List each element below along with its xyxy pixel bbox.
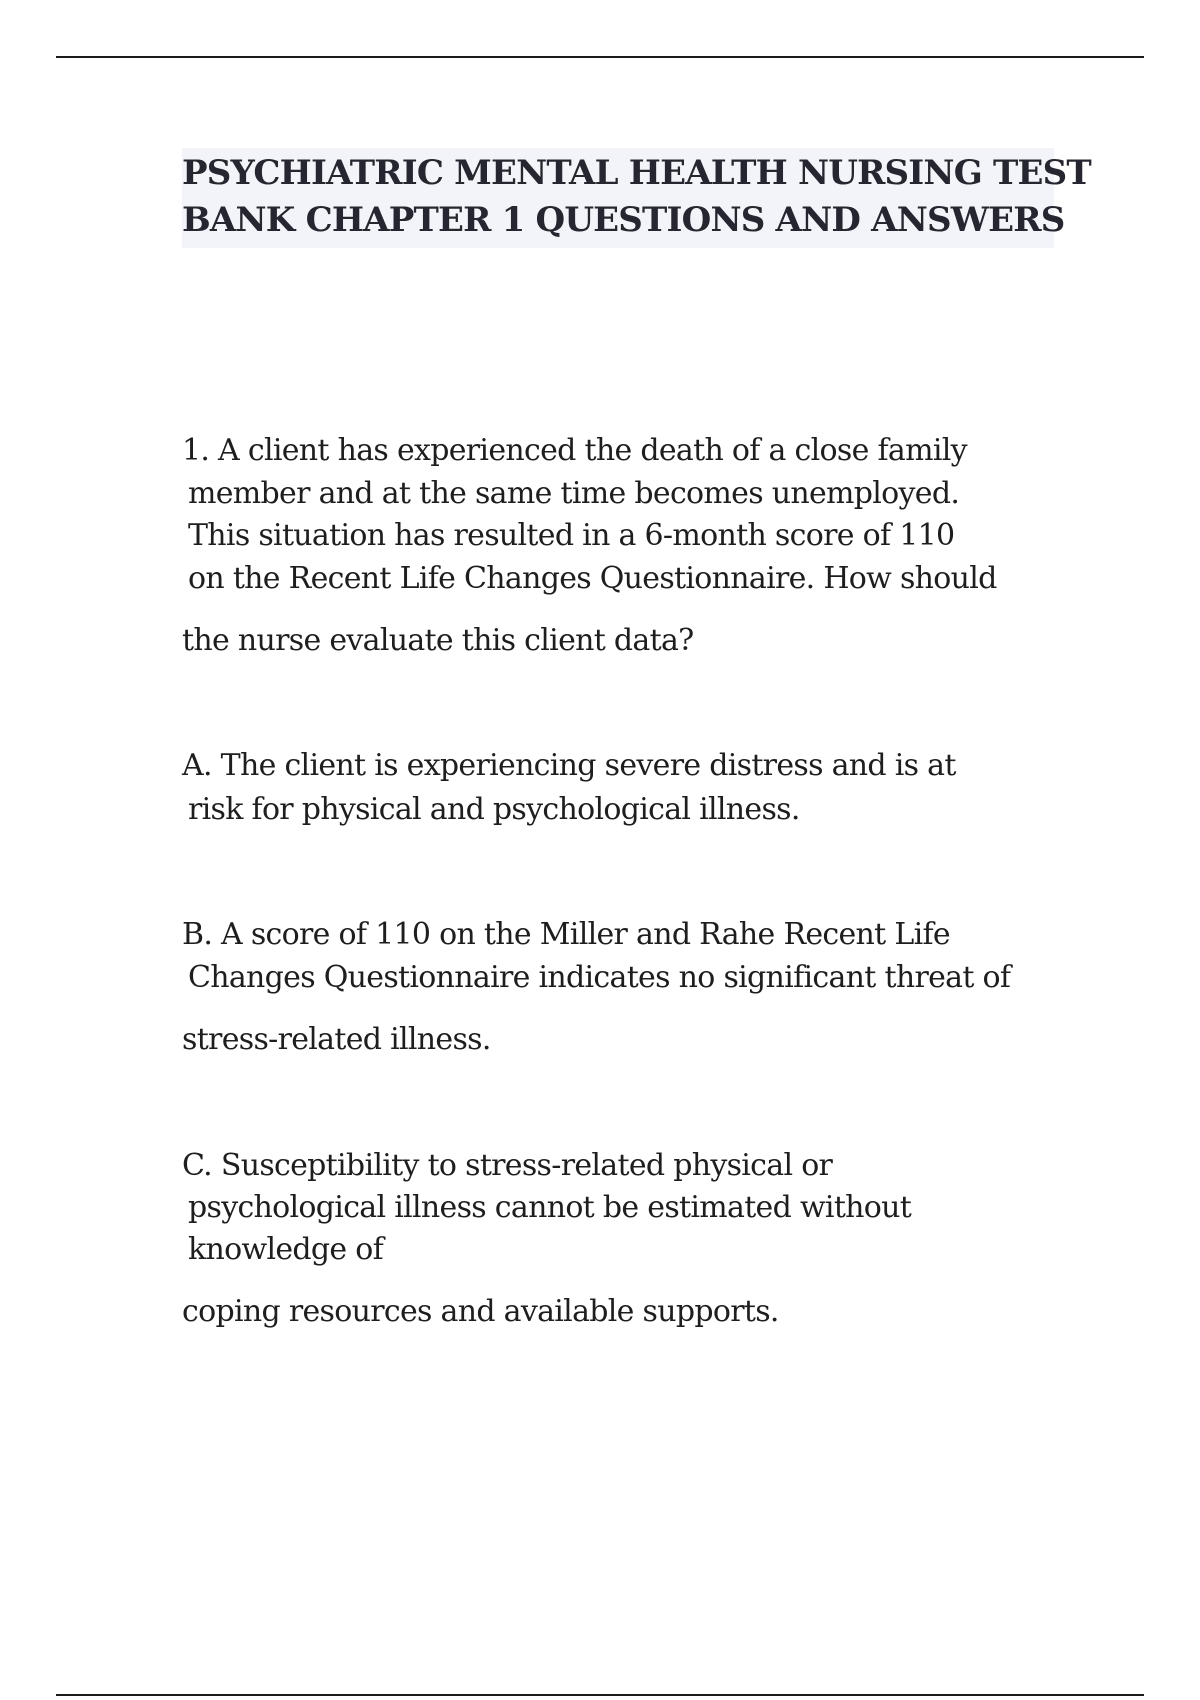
option-c-line-1: C. Susceptibility to stress-related physical or xyxy=(182,1148,833,1183)
option-c-continuation: coping resources and available supports. xyxy=(182,1294,779,1329)
option-a-line-1: A. The client is experiencing severe distress and is at xyxy=(182,748,956,783)
question-stem-line-4: on the Recent Life Changes Questionnaire. How should xyxy=(188,561,997,596)
bottom-rule xyxy=(56,1694,1144,1696)
option-c-line-3: knowledge of xyxy=(188,1232,384,1267)
question-stem-continuation: the nurse evaluate this client data? xyxy=(182,623,694,658)
option-b-line-2: Changes Questionnaire indicates no significant threat of xyxy=(188,960,1011,995)
option-b-continuation: stress-related illness. xyxy=(182,1022,491,1057)
question-stem-line-2: member and at the same time becomes unemployed. xyxy=(188,476,960,511)
page-title xyxy=(182,148,1091,248)
option-a-line-2: risk for physical and psychological illness. xyxy=(188,792,800,827)
option-c-line-2: psychological illness cannot be estimated without xyxy=(188,1190,912,1225)
top-rule xyxy=(56,56,1144,58)
option-b-line-1: B. A score of 110 on the Miller and Rahe Recent Life xyxy=(182,917,950,952)
title-line-1: PSYCHIATRIC MENTAL HEALTH NURSING TEST xyxy=(182,153,1091,193)
title-line-2: BANK CHAPTER 1 QUESTIONS AND ANSWERS xyxy=(182,200,1065,240)
question-stem-line-1: 1. A client has experienced the death of a close family xyxy=(182,433,967,468)
question-stem-line-3: This situation has resulted in a 6-month score of 110 xyxy=(188,518,955,553)
